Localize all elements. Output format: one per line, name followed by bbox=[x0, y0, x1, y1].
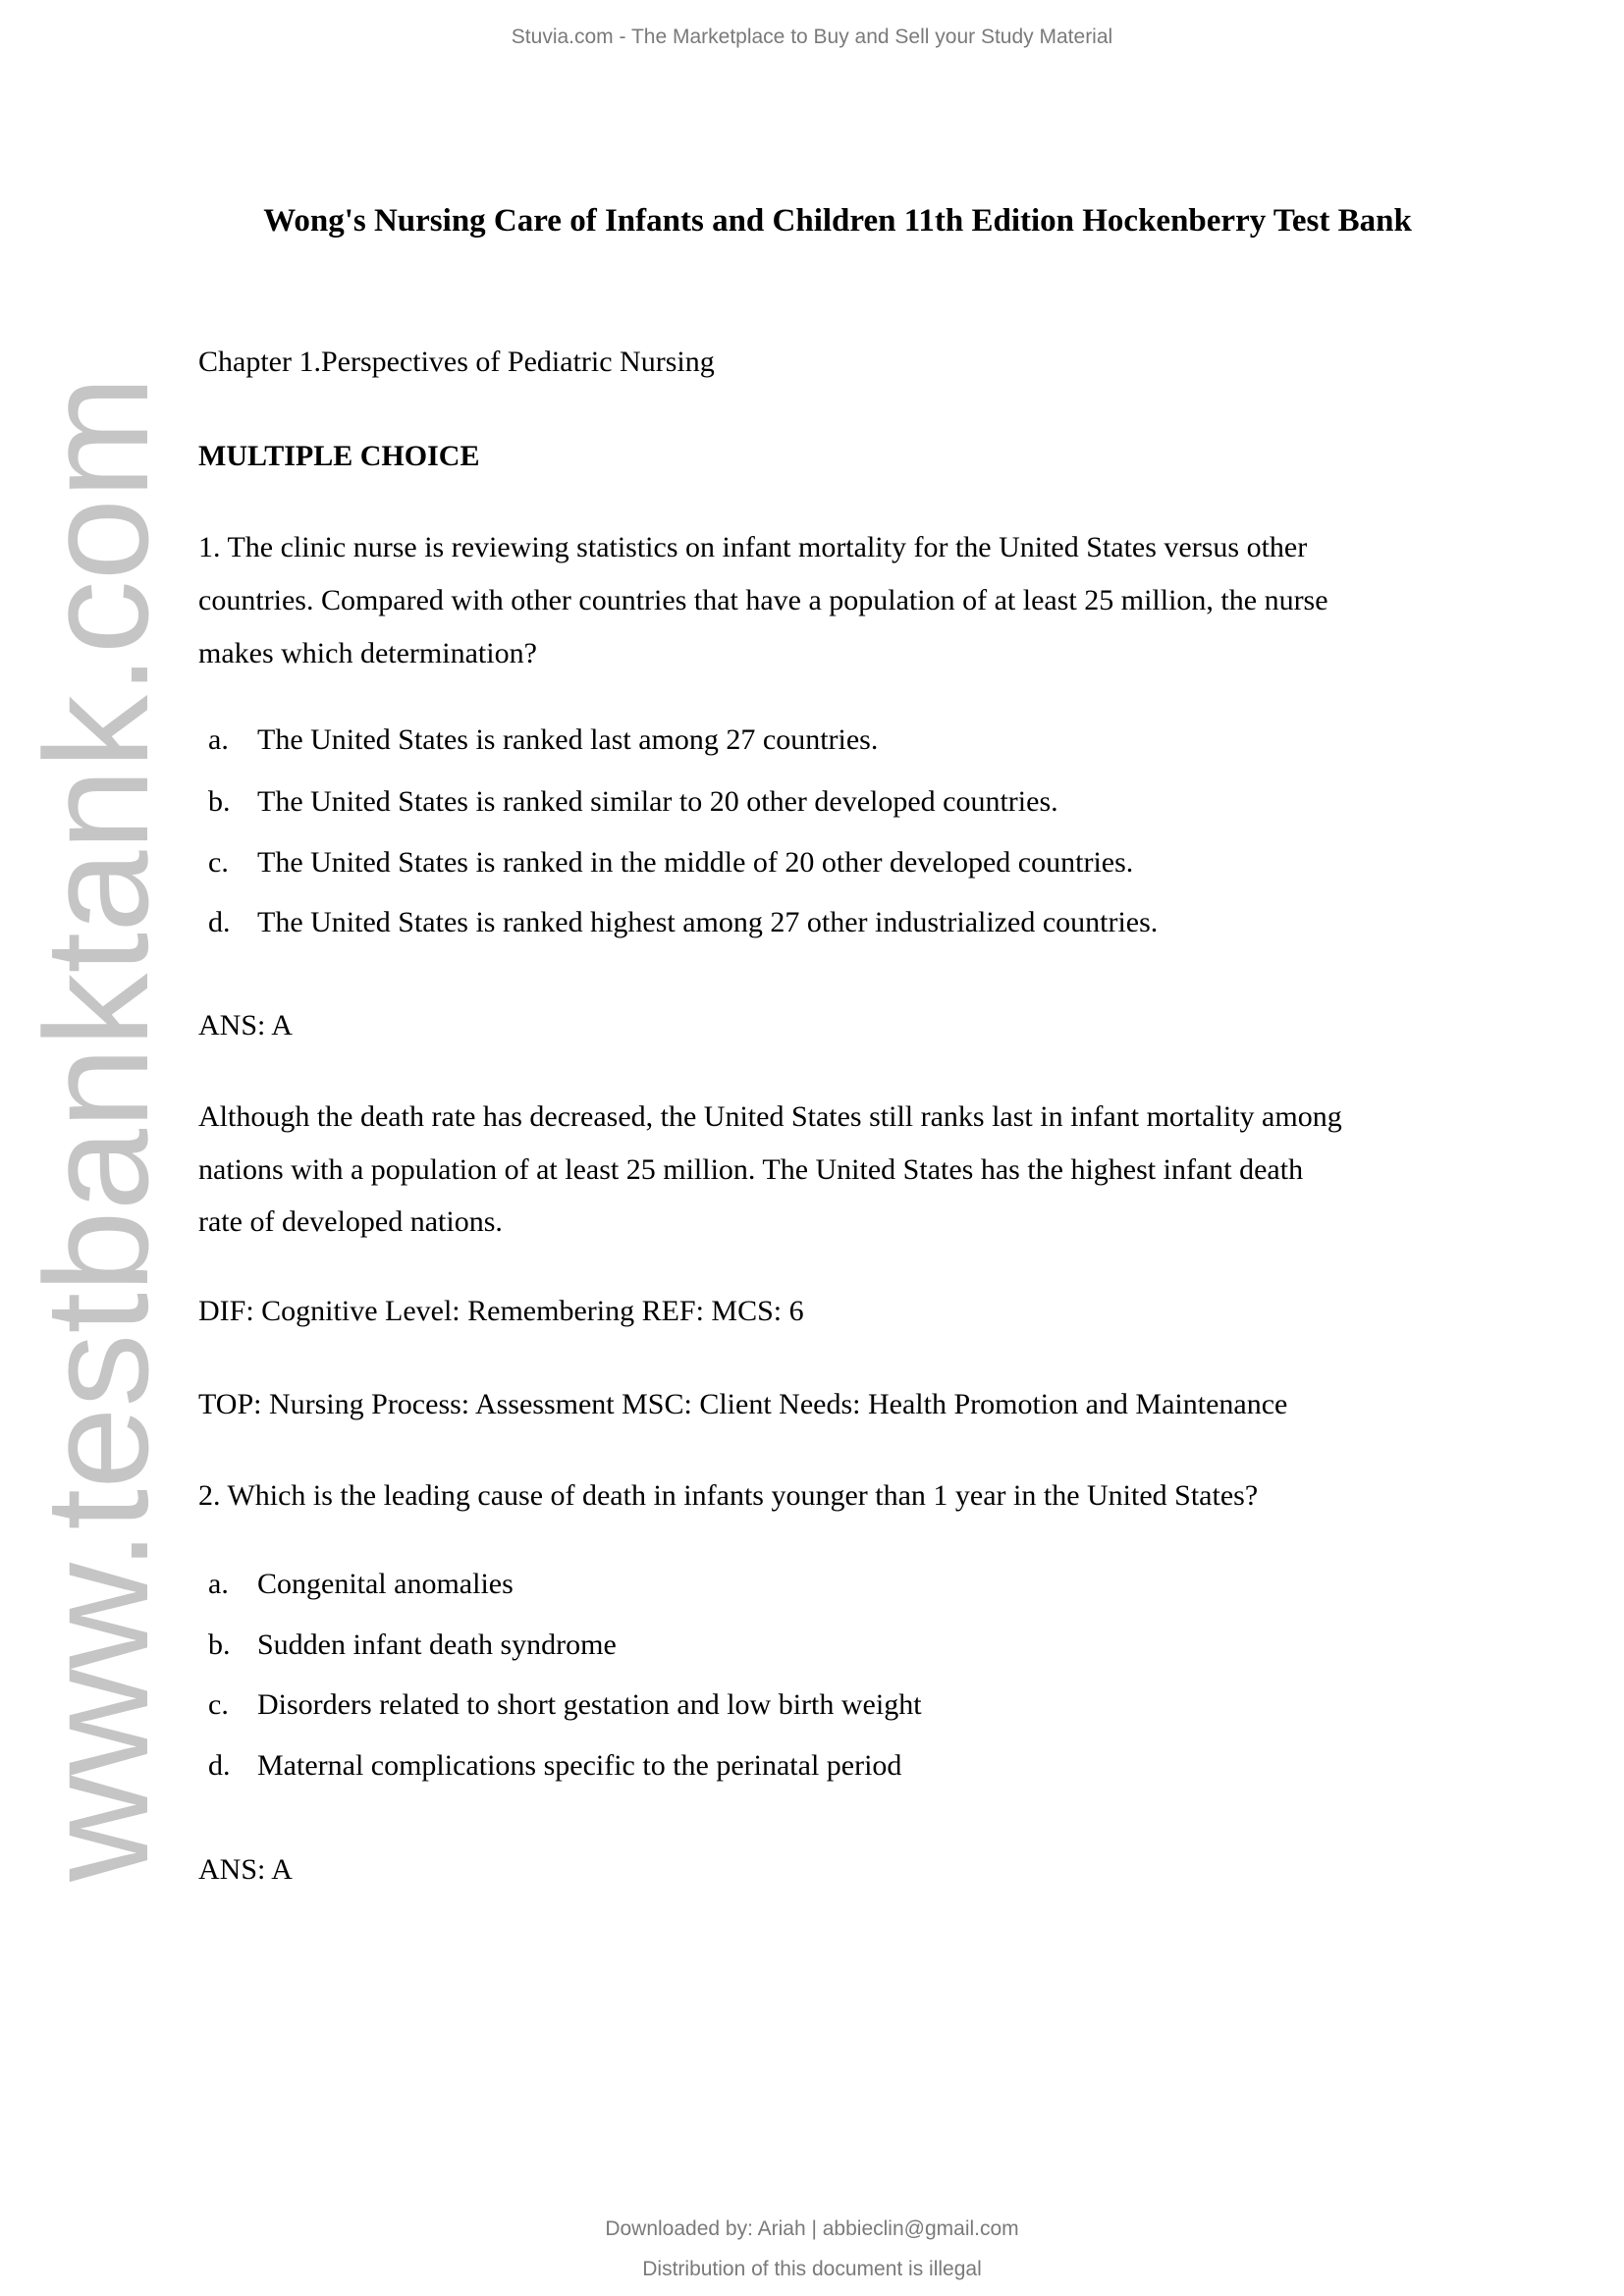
option-letter: c. bbox=[208, 846, 229, 879]
watermark: www.testbanktank.com bbox=[14, 376, 179, 1882]
option-text: Sudden infant death syndrome bbox=[257, 1629, 617, 1661]
option-text: Disorders related to short gestation and low birth weight bbox=[257, 1688, 922, 1721]
site-header: Stuvia.com - The Marketplace to Buy and Sell your Study Material bbox=[511, 26, 1113, 48]
rationale-line: rate of developed nations. bbox=[198, 1205, 503, 1238]
question-1-option-c bbox=[208, 843, 1133, 882]
footer-downloaded-by: Downloaded by: Ariah | abbieclin@gmail.com bbox=[605, 2217, 1019, 2240]
section-heading: MULTIPLE CHOICE bbox=[198, 440, 480, 472]
question-1-option-a bbox=[208, 721, 878, 760]
option-text: The United States is ranked last among 27 countries. bbox=[257, 723, 879, 756]
question-2-option-b bbox=[208, 1626, 617, 1665]
option-letter: c. bbox=[208, 1688, 229, 1721]
question-1-option-d bbox=[208, 903, 1158, 942]
rationale-line: Although the death rate has decreased, the United States still ranks last in infant mortality among bbox=[198, 1100, 1342, 1133]
question-2-option-c bbox=[208, 1685, 922, 1725]
option-text: The United States is ranked similar to 20 other developed countries. bbox=[257, 785, 1058, 818]
option-text: Maternal complications specific to the perinatal period bbox=[257, 1749, 902, 1782]
document-title: Wong's Nursing Care of Infants and Children 11th Edition Hockenberry Test Bank bbox=[263, 203, 1412, 239]
question-1-top: TOP: Nursing Process: Assessment MSC: Client Needs: Health Promotion and Maintenance bbox=[198, 1388, 1288, 1420]
question-2-text: 2. Which is the leading cause of death in infants younger than 1 year in the United States? bbox=[198, 1479, 1259, 1512]
footer-notice: Distribution of this document is illegal bbox=[642, 2258, 982, 2280]
question-2-option-a bbox=[208, 1565, 514, 1604]
option-letter: d. bbox=[208, 1749, 231, 1782]
question-2-option-d bbox=[208, 1746, 901, 1786]
question-2-answer: ANS: A bbox=[198, 1853, 293, 1886]
question-1-line: countries. Compared with other countries that have a population of at least 25 million, the nurse bbox=[198, 584, 1328, 616]
option-letter: b. bbox=[208, 785, 231, 818]
chapter-heading: Chapter 1.Perspectives of Pediatric Nursing bbox=[198, 346, 715, 378]
question-1-option-b bbox=[208, 782, 1058, 822]
question-1-dif: DIF: Cognitive Level: Remembering REF: MCS: 6 bbox=[198, 1295, 804, 1327]
rationale-line: nations with a population of at least 25 million. The United States has the highest infant death bbox=[198, 1153, 1304, 1186]
option-text: The United States is ranked highest among 27 other industrialized countries. bbox=[257, 906, 1159, 938]
option-letter: a. bbox=[208, 1568, 229, 1600]
option-letter: b. bbox=[208, 1629, 231, 1661]
question-1-line: makes which determination? bbox=[198, 637, 537, 669]
option-letter: a. bbox=[208, 723, 229, 756]
option-text: Congenital anomalies bbox=[257, 1568, 514, 1600]
option-text: The United States is ranked in the middle of 20 other developed countries. bbox=[257, 846, 1134, 879]
option-letter: d. bbox=[208, 906, 231, 938]
question-1-answer: ANS: A bbox=[198, 1009, 293, 1041]
question-1-line: 1. The clinic nurse is reviewing statistics on infant mortality for the United States versus other bbox=[198, 531, 1308, 563]
